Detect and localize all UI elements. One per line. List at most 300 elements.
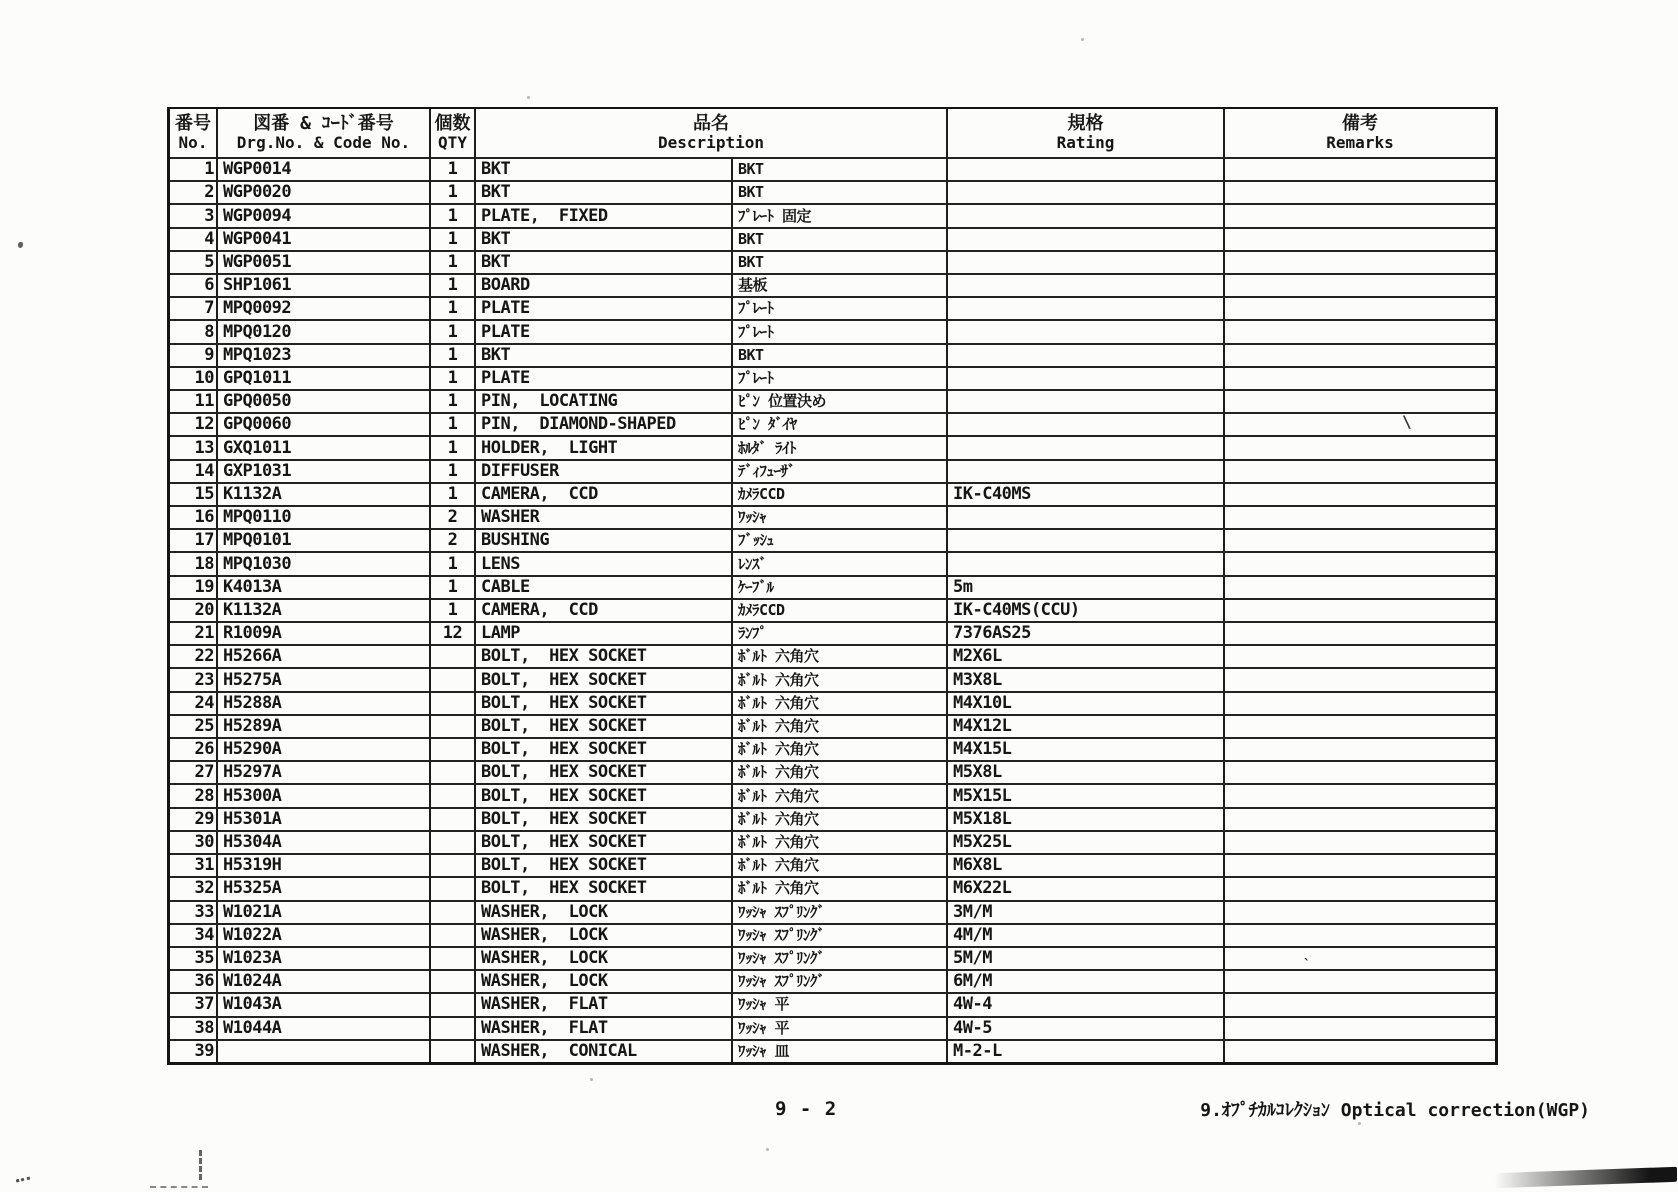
cell-remarks — [1223, 948, 1495, 969]
cell-rating — [946, 437, 1223, 458]
table-row — [170, 1039, 1495, 1062]
cell-desc-en: BOLT, HEX SOCKET — [474, 716, 731, 737]
cell-desc-en: BOLT, HEX SOCKET — [474, 693, 731, 714]
header-qty-en: QTY — [438, 132, 467, 152]
cell-desc-en: PLATE — [474, 321, 731, 342]
cell-code: MPQ0101 — [216, 530, 429, 551]
cell-qty — [429, 948, 474, 969]
table-header — [170, 109, 1495, 157]
cell-qty — [429, 855, 474, 876]
cell-no: 34 — [194, 924, 214, 945]
cell-qty — [429, 809, 474, 830]
cell-no: 13 — [194, 437, 214, 458]
cell-rating — [946, 345, 1223, 366]
cell-no: 24 — [194, 692, 214, 713]
cell-code: GXP1031 — [216, 461, 429, 482]
cell-remarks — [1223, 391, 1495, 412]
table-row — [170, 714, 1495, 737]
cell-rating: 5m — [946, 577, 1223, 598]
cell-desc-jp: 基板 — [731, 275, 946, 296]
cell-rating: M2X6L — [946, 646, 1223, 667]
cell-rating: IK-C40MS(CCU) — [946, 600, 1223, 621]
cell-qty: 1 — [429, 414, 474, 435]
cell-code: H5319H — [216, 855, 429, 876]
cell-desc-en: BOLT, HEX SOCKET — [474, 878, 731, 899]
cell-code: H5290A — [216, 739, 429, 760]
cell-remarks — [1223, 693, 1495, 714]
cell-qty: 1 — [429, 368, 474, 389]
cell-rating: 4W-4 — [946, 994, 1223, 1015]
scan-speck — [199, 1150, 202, 1180]
cell-remarks — [1223, 878, 1495, 899]
cell-desc-jp: ﾚﾝｽﾞ — [731, 553, 946, 574]
cell-rating — [946, 321, 1223, 342]
cell-no: 4 — [204, 228, 214, 249]
cell-remarks — [1223, 925, 1495, 946]
cell-code: W1024A — [216, 971, 429, 992]
cell-rating: M6X22L — [946, 878, 1223, 899]
cell-desc-en: WASHER, LOCK — [474, 902, 731, 923]
cell-rating — [946, 275, 1223, 296]
cell-no: 25 — [194, 715, 214, 736]
cell-desc-jp: BKT — [731, 345, 946, 366]
cell-rating — [946, 229, 1223, 250]
table-row — [170, 621, 1495, 644]
cell-qty — [429, 925, 474, 946]
cell-code: H5304A — [216, 832, 429, 853]
parts-table — [167, 107, 1498, 1065]
cell-desc-en: WASHER, LOCK — [474, 925, 731, 946]
cell-no: 32 — [194, 878, 214, 899]
cell-remarks — [1223, 437, 1495, 458]
cell-remarks — [1223, 205, 1495, 226]
cell-desc-jp: ﾎﾞﾙﾄ 六角穴 — [731, 855, 946, 876]
cell-no: 2 — [204, 182, 214, 203]
cell-desc-jp: ﾎﾞﾙﾄ 六角穴 — [731, 739, 946, 760]
cell-rating — [946, 414, 1223, 435]
cell-no: 19 — [194, 576, 214, 597]
table-row — [170, 296, 1495, 319]
cell-qty: 2 — [429, 530, 474, 551]
cell-remarks — [1223, 507, 1495, 528]
cell-qty: 1 — [429, 437, 474, 458]
cell-desc-jp: BKT — [731, 252, 946, 273]
cell-desc-jp: ｶﾒﾗCCD — [731, 600, 946, 621]
table-row — [170, 435, 1495, 458]
header-qty — [429, 109, 474, 157]
cell-qty — [429, 1018, 474, 1039]
header-drg-code — [216, 109, 429, 157]
cell-desc-jp: ｹｰﾌﾞﾙ — [731, 577, 946, 598]
cell-code: H5275A — [216, 669, 429, 690]
cell-qty: 1 — [429, 321, 474, 342]
cell-no: 5 — [204, 251, 214, 272]
cell-code: MPQ0110 — [216, 507, 429, 528]
cell-no: 7 — [204, 298, 214, 319]
cell-qty — [429, 716, 474, 737]
cell-desc-en: BOLT, HEX SOCKET — [474, 669, 731, 690]
cell-qty: 1 — [429, 159, 474, 180]
cell-remarks — [1223, 855, 1495, 876]
cell-remarks — [1223, 577, 1495, 598]
cell-desc-jp: ﾃﾞｨﾌｭｰｻﾞ — [731, 461, 946, 482]
cell-remarks — [1223, 785, 1495, 806]
cell-desc-en: WASHER, LOCK — [474, 948, 731, 969]
cell-desc-jp: ﾜｯｼｬ 平 — [731, 994, 946, 1015]
scan-speck — [18, 242, 23, 248]
cell-no: 14 — [194, 460, 214, 481]
cell-code: WGP0051 — [216, 252, 429, 273]
cell-desc-jp: BKT — [731, 229, 946, 250]
cell-no: 1 — [204, 159, 214, 180]
table-row — [170, 760, 1495, 783]
cell-desc-jp: ﾜｯｼｬ ｽﾌﾟﾘﾝｸﾞ — [731, 971, 946, 992]
cell-code: GPQ1011 — [216, 368, 429, 389]
cell-no: 35 — [194, 948, 214, 968]
cell-desc-en: WASHER, FLAT — [474, 1018, 731, 1039]
cell-no: 38 — [194, 1017, 214, 1038]
cell-remarks — [1223, 600, 1495, 621]
cell-code: W1023A — [216, 948, 429, 969]
scan-speck — [1358, 1122, 1361, 1125]
cell-desc-en: HOLDER, LIGHT — [474, 437, 731, 458]
cell-remarks — [1223, 971, 1495, 992]
cell-qty: 2 — [429, 507, 474, 528]
cell-no: 23 — [194, 669, 214, 690]
cell-remarks — [1223, 1041, 1495, 1062]
cell-code: W1022A — [216, 925, 429, 946]
cell-rating: IK-C40MS — [946, 484, 1223, 505]
cell-no: 27 — [194, 762, 214, 783]
table-row — [170, 319, 1495, 342]
cell-desc-en: BOARD — [474, 275, 731, 296]
cell-qty: 1 — [429, 461, 474, 482]
cell-rating: M4X10L — [946, 693, 1223, 714]
cell-desc-en: BKT — [474, 252, 731, 273]
cell-remarks — [1223, 298, 1495, 319]
cell-remarks — [1223, 716, 1495, 737]
cell-desc-jp: ﾌﾞｯｼｭ — [731, 530, 946, 551]
cell-code: K1132A — [216, 600, 429, 621]
cell-no: 33 — [194, 901, 214, 922]
cell-rating — [946, 252, 1223, 273]
cell-remarks — [1223, 229, 1495, 250]
cell-desc-en: WASHER, LOCK — [474, 971, 731, 992]
cell-rating: M4X12L — [946, 716, 1223, 737]
table-row — [170, 783, 1495, 806]
cell-desc-en: PLATE — [474, 298, 731, 319]
cell-remarks — [1223, 832, 1495, 853]
cell-desc-jp: ﾋﾟﾝ ﾀﾞｲﾔ — [731, 414, 946, 435]
cell-desc-en: CAMERA, CCD — [474, 600, 731, 621]
cell-rating — [946, 298, 1223, 319]
cell-qty — [429, 693, 474, 714]
cell-code: MPQ0120 — [216, 321, 429, 342]
cell-rating — [946, 182, 1223, 203]
cell-rating: M3X8L — [946, 669, 1223, 690]
cell-desc-en: PIN, LOCATING — [474, 391, 731, 412]
table-row — [170, 1016, 1495, 1039]
header-rating-jp: 規格 — [1067, 112, 1104, 134]
cell-desc-jp: BKT — [731, 182, 946, 203]
cell-desc-en: LAMP — [474, 623, 731, 644]
cell-code: H5288A — [216, 693, 429, 714]
cell-remarks — [1223, 414, 1495, 435]
cell-code: H5325A — [216, 878, 429, 899]
table-row — [170, 528, 1495, 551]
cell-desc-en: PIN, DIAMOND-SHAPED — [474, 414, 731, 435]
cell-code: H5297A — [216, 762, 429, 783]
header-no-jp: 番号 — [175, 112, 211, 134]
table-row — [170, 575, 1495, 598]
cell-no: 3 — [204, 205, 214, 226]
table-row — [170, 505, 1495, 528]
cell-remarks — [1223, 484, 1495, 505]
cell-remarks — [1223, 530, 1495, 551]
table-row — [170, 853, 1495, 876]
cell-desc-en: BOLT, HEX SOCKET — [474, 809, 731, 830]
table-row — [170, 923, 1495, 946]
footer-section-label: 9.ｵﾌﾟﾁｶﾙｺﾚｸｼｮﾝ Optical correction(WGP) — [1200, 1100, 1590, 1121]
table-row — [170, 876, 1495, 899]
table-row — [170, 946, 1495, 969]
header-no — [170, 109, 216, 157]
footer-page-number: 9 - 2 — [775, 1098, 838, 1120]
scan-speck — [1081, 38, 1084, 41]
cell-remarks — [1223, 368, 1495, 389]
cell-no: 21 — [194, 623, 214, 644]
table-row — [170, 691, 1495, 714]
cell-qty: 1 — [429, 600, 474, 621]
table-row — [170, 389, 1495, 412]
cell-qty — [429, 994, 474, 1015]
table-row — [170, 157, 1495, 180]
cell-desc-jp: ﾜｯｼｬ 皿 — [731, 1041, 946, 1062]
table-row — [170, 667, 1495, 690]
cell-qty — [429, 902, 474, 923]
cell-qty — [429, 669, 474, 690]
cell-desc-en: BKT — [474, 229, 731, 250]
cell-rating: M4X15L — [946, 739, 1223, 760]
header-remarks-jp: 備考 — [1342, 112, 1378, 134]
cell-code: WGP0020 — [216, 182, 429, 203]
cell-rating — [946, 205, 1223, 226]
cell-desc-en: LENS — [474, 553, 731, 574]
cell-desc-jp: ﾗﾝﾌﾟ — [731, 623, 946, 644]
cell-qty — [429, 762, 474, 783]
cell-qty — [429, 1041, 474, 1062]
header-qty-jp: 個数 — [434, 112, 471, 134]
cell-rating: M5X18L — [946, 809, 1223, 830]
cell-code: R1009A — [216, 623, 429, 644]
cell-no: 28 — [194, 785, 214, 806]
header-description-jp: 品名 — [693, 112, 729, 134]
table-row — [170, 180, 1495, 203]
cell-no: 12 — [194, 414, 214, 435]
cell-no: 18 — [194, 553, 214, 574]
header-drg-en: Drg.No. & Code No. — [236, 132, 411, 152]
cell-qty: 1 — [429, 205, 474, 226]
cell-qty: 1 — [429, 229, 474, 250]
scan-speck — [16, 1177, 30, 1183]
table-row — [170, 969, 1495, 992]
table-row — [170, 366, 1495, 389]
cell-code: SHP1061 — [216, 275, 429, 296]
cell-code: MPQ1023 — [216, 345, 429, 366]
cell-desc-jp: ﾜｯｼｬ 平 — [731, 1018, 946, 1039]
cell-code: H5266A — [216, 646, 429, 667]
cell-no: 36 — [194, 971, 214, 992]
cell-qty: 1 — [429, 484, 474, 505]
cell-code: GPQ0060 — [216, 414, 429, 435]
cell-rating: M5X15L — [946, 785, 1223, 806]
cell-desc-en: BOLT, HEX SOCKET — [474, 832, 731, 853]
cell-remarks — [1223, 994, 1495, 1015]
cell-desc-en: BKT — [474, 345, 731, 366]
cell-no: 8 — [204, 321, 214, 342]
cell-no: 37 — [194, 994, 214, 1015]
cell-desc-jp: ﾎﾞﾙﾄ 六角穴 — [731, 762, 946, 783]
cell-code: H5289A — [216, 716, 429, 737]
cell-rating: 4M/M — [946, 925, 1223, 946]
table-row — [170, 482, 1495, 505]
cell-rating: 5M/M — [946, 948, 1223, 969]
header-remarks — [1223, 109, 1495, 157]
cell-qty — [429, 878, 474, 899]
cell-no: 10 — [194, 367, 214, 388]
cell-no: 16 — [194, 507, 214, 528]
cell-code — [216, 1041, 429, 1062]
cell-rating — [946, 368, 1223, 389]
cell-rating: M5X25L — [946, 832, 1223, 853]
cell-remarks — [1223, 762, 1495, 783]
cell-qty — [429, 739, 474, 760]
cell-qty: 12 — [429, 623, 474, 644]
table-row — [170, 412, 1495, 435]
cell-qty — [429, 832, 474, 853]
cell-code: H5301A — [216, 809, 429, 830]
table-row — [170, 644, 1495, 667]
cell-desc-en: BOLT, HEX SOCKET — [474, 855, 731, 876]
cell-no: 29 — [194, 808, 214, 829]
cell-qty — [429, 646, 474, 667]
cell-desc-jp: ﾌﾟﾚｰﾄ 固定 — [731, 205, 946, 226]
cell-desc-jp: ﾌﾟﾚｰﾄ — [731, 298, 946, 319]
cell-qty: 1 — [429, 275, 474, 296]
cell-desc-en: CABLE — [474, 577, 731, 598]
header-description-en: Description — [658, 132, 764, 152]
cell-code: GPQ0050 — [216, 391, 429, 412]
cell-remarks — [1223, 902, 1495, 923]
cell-rating: 7376AS25 — [946, 623, 1223, 644]
cell-desc-jp: ﾎﾞﾙﾄ 六角穴 — [731, 832, 946, 853]
cell-desc-en: WASHER, CONICAL — [474, 1041, 731, 1062]
cell-remarks — [1223, 275, 1495, 296]
cell-no: 17 — [194, 530, 214, 551]
cell-qty — [429, 971, 474, 992]
cell-qty: 1 — [429, 252, 474, 273]
cell-desc-en: BOLT, HEX SOCKET — [474, 762, 731, 783]
cell-rating: M5X8L — [946, 762, 1223, 783]
cell-remarks — [1223, 669, 1495, 690]
cell-code: MPQ1030 — [216, 553, 429, 574]
cell-code: GXQ1011 — [216, 437, 429, 458]
cell-no: 15 — [194, 483, 214, 504]
cell-code: K4013A — [216, 577, 429, 598]
cell-desc-en: WASHER — [474, 507, 731, 528]
cell-code: H5300A — [216, 785, 429, 806]
cell-remarks — [1223, 623, 1495, 644]
table-row — [170, 227, 1495, 250]
cell-desc-en: BKT — [474, 182, 731, 203]
header-no-en: No. — [178, 132, 208, 152]
cell-code: K1132A — [216, 484, 429, 505]
cell-desc-en: BKT — [474, 159, 731, 180]
cell-rating: 3M/M — [946, 902, 1223, 923]
cell-qty: 1 — [429, 345, 474, 366]
cell-desc-jp: BKT — [731, 159, 946, 180]
cell-desc-en: BOLT, HEX SOCKET — [474, 646, 731, 667]
header-drg-jp: 図番 & ｺｰﾄﾞ番号 — [253, 112, 394, 134]
cell-desc-jp: ｶﾒﾗCCD — [731, 484, 946, 505]
cell-desc-en: DIFFUSER — [474, 461, 731, 482]
cell-rating — [946, 530, 1223, 551]
cell-desc-en: BOLT, HEX SOCKET — [474, 739, 731, 760]
cell-desc-jp: ﾎﾞﾙﾄ 六角穴 — [731, 646, 946, 667]
cell-rating: M6X8L — [946, 855, 1223, 876]
cell-no: 6 — [204, 275, 214, 296]
cell-no: 39 — [194, 1040, 214, 1061]
table-row — [170, 830, 1495, 853]
cell-qty: 1 — [429, 182, 474, 203]
cell-remarks — [1223, 345, 1495, 366]
cell-desc-jp: ﾎﾞﾙﾄ 六角穴 — [731, 785, 946, 806]
table-row — [170, 273, 1495, 296]
cell-remarks — [1223, 159, 1495, 180]
scan-speck: \ — [1402, 412, 1412, 431]
cell-rating — [946, 159, 1223, 180]
cell-desc-jp: ﾎﾙﾀﾞ ﾗｲﾄ — [731, 437, 946, 458]
cell-no: 9 — [204, 344, 214, 365]
cell-remarks — [1223, 739, 1495, 760]
cell-remarks — [1223, 553, 1495, 574]
cell-desc-jp: ﾎﾞﾙﾄ 六角穴 — [731, 693, 946, 714]
cell-no: 31 — [194, 855, 214, 876]
header-remarks-en: Remarks — [1326, 132, 1394, 152]
cell-remarks — [1223, 252, 1495, 273]
cell-remarks — [1223, 321, 1495, 342]
cell-rating: 4W-5 — [946, 1018, 1223, 1039]
cell-code: WGP0094 — [216, 205, 429, 226]
table-row — [170, 343, 1495, 366]
cell-desc-jp: ﾜｯｼｬ ｽﾌﾟﾘﾝｸﾞ — [731, 925, 946, 946]
cell-desc-jp: ﾜｯｼｬ ｽﾌﾟﾘﾝｸﾞ — [731, 902, 946, 923]
cell-qty — [429, 785, 474, 806]
cell-remarks — [1223, 461, 1495, 482]
cell-desc-en: PLATE — [474, 368, 731, 389]
cell-no: 22 — [194, 646, 214, 667]
scan-speck — [527, 96, 530, 99]
cell-desc-en: BUSHING — [474, 530, 731, 551]
table-row — [170, 459, 1495, 482]
cell-qty: 1 — [429, 553, 474, 574]
cell-code: W1021A — [216, 902, 429, 923]
cell-desc-jp: ﾌﾟﾚｰﾄ — [731, 321, 946, 342]
cell-rating — [946, 391, 1223, 412]
cell-code: W1043A — [216, 994, 429, 1015]
header-rating — [946, 109, 1223, 157]
cell-code: WGP0041 — [216, 229, 429, 250]
